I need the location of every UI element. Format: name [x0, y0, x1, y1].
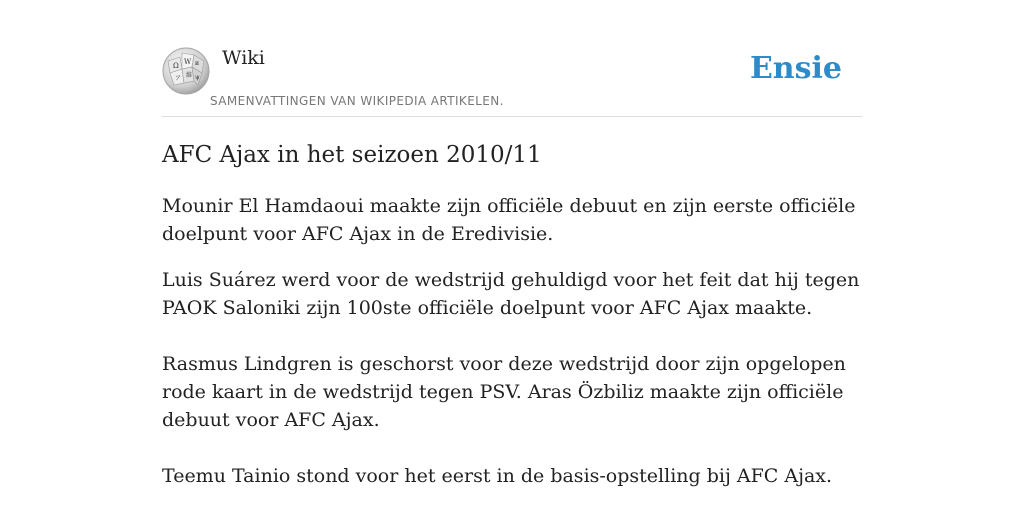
svg-text:ア: ア: [175, 75, 182, 82]
article-paragraph: Luis Suárez werd voor de wedstrijd gehuldigd voor het feit dat hij tegen PAOK Saloniki zijn 100ste officiële doelpunt voor AFC Ajax maakte.: [162, 269, 860, 319]
article-title: AFC Ajax in het seizoen 2010/11: [162, 142, 542, 168]
site-header: [162, 0, 862, 117]
article-paragraph: Rasmus Lindgren is geschorst voor deze wedstrijd door zijn opgelopen rode kaart in de wedstrijd tegen PSV. Aras Özbiliz maakte zijn officiële debuut voor AFC Ajax.: [162, 353, 846, 431]
site-tagline: SAMENVATTINGEN VAN WIKIPEDIA ARTIKELEN.: [210, 94, 504, 108]
wikipedia-globe-icon[interactable]: [162, 47, 210, 95]
article-paragraph: Teemu Tainio stond voor het eerst in de basis-opstelling bij AFC Ajax.: [162, 465, 833, 487]
svg-text:維: 維: [186, 72, 193, 79]
article-paragraph: Mounir El Hamdaoui maakte zijn officiële debuut en zijn eerste officiële doelpunt voor AFC Ajax in de Eredivisie.: [162, 195, 856, 245]
site-name[interactable]: Wiki: [222, 47, 265, 69]
article-content: [162, 140, 862, 490]
brand-logo[interactable]: Ensie: [749, 51, 842, 86]
svg-text:Ω: Ω: [173, 62, 179, 70]
svg-text:и: и: [195, 60, 199, 67]
svg-text:W: W: [184, 58, 192, 66]
svg-text:ψ: ψ: [195, 74, 200, 81]
